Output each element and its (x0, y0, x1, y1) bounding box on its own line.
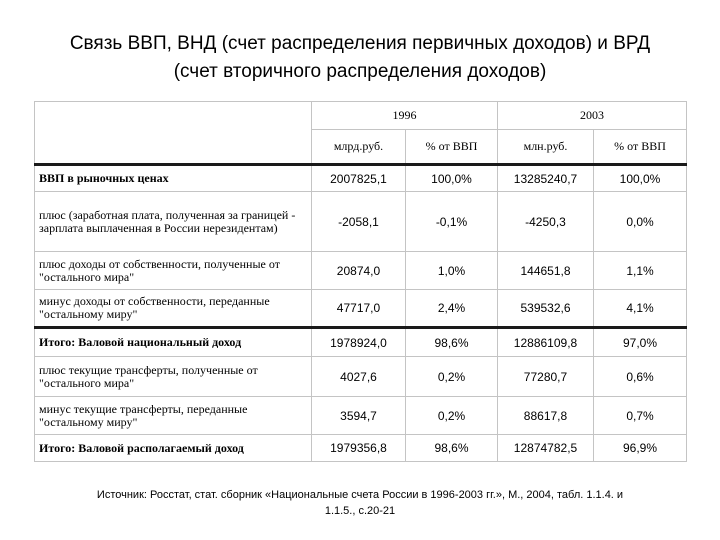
row-label: плюс доходы от собственности, полученные от "остального мира" (35, 252, 312, 290)
value-1996: 3594,7 (312, 397, 406, 435)
table-row-property-income-paid (35, 290, 687, 328)
year-2003-header: 2003 (498, 102, 687, 130)
row-label: минус текущие трансферты, переданные "остальному миру" (35, 397, 312, 435)
value-1996: 1979356,8 (312, 435, 406, 462)
value-2003: 88617,8 (498, 397, 594, 435)
pct-2003: 4,1% (594, 290, 687, 328)
header-empty-cell (35, 102, 312, 165)
table-row-gdi-total (35, 435, 687, 462)
value-2003: 13285240,7 (498, 165, 594, 192)
row-label: минус доходы от собственности, переданные "остальному миру" (35, 290, 312, 328)
source-line-2: 1.1.5., с.20-21 (324, 505, 396, 517)
value-2003: -4250,3 (498, 192, 594, 252)
unit-2003-header: млн.руб. (498, 130, 594, 165)
pct-2003: 0,6% (594, 357, 687, 397)
pct-1996: 98,6% (406, 435, 498, 462)
year-1996-header: 1996 (312, 102, 498, 130)
table-row-gdp (35, 165, 687, 192)
pct-2003: 0,0% (594, 192, 687, 252)
pct-1996: 0,2% (406, 357, 498, 397)
unit-1996-header: млрд.руб. (312, 130, 406, 165)
value-2003: 539532,6 (498, 290, 594, 328)
value-1996: 4027,6 (312, 357, 406, 397)
pct-2003: 0,7% (594, 397, 687, 435)
slide-title (0, 30, 720, 86)
pct-1996-header: % от ВВП (406, 130, 498, 165)
title-line-1: Связь ВВП, ВНД (счет распределения первичных доходов) и ВРД (69, 33, 651, 54)
row-label: Итого: Валовой располагаемый доход (35, 435, 312, 462)
source-note (40, 487, 680, 519)
value-1996: 2007825,1 (312, 165, 406, 192)
table-row-gni-total (35, 328, 687, 357)
pct-1996: 1,0% (406, 252, 498, 290)
row-label: ВВП в рыночных ценах (35, 165, 312, 192)
table-row-wages (35, 192, 687, 252)
pct-2003: 100,0% (594, 165, 687, 192)
table-row-property-income-received (35, 252, 687, 290)
pct-2003: 96,9% (594, 435, 687, 462)
pct-2003-header: % от ВВП (594, 130, 687, 165)
pct-2003: 1,1% (594, 252, 687, 290)
table-row-transfers-received (35, 357, 687, 397)
value-2003: 12874782,5 (498, 435, 594, 462)
value-1996: -2058,1 (312, 192, 406, 252)
income-table (34, 101, 687, 462)
pct-1996: 2,4% (406, 290, 498, 328)
pct-1996: 0,2% (406, 397, 498, 435)
value-2003: 77280,7 (498, 357, 594, 397)
title-line-2: (счет вторичного распределения доходов) (173, 61, 547, 82)
value-1996: 20874,0 (312, 252, 406, 290)
table-row-transfers-paid (35, 397, 687, 435)
pct-1996: -0,1% (406, 192, 498, 252)
source-line-1: Источник: Росстат, стат. сборник «Национальные счета России в 1996-2003 гг.», М., 2004, табл. 1.1.4. и (96, 489, 624, 501)
value-1996: 47717,0 (312, 290, 406, 328)
row-label: Итого: Валовой национальный доход (35, 328, 312, 357)
value-2003: 144651,8 (498, 252, 594, 290)
pct-1996: 100,0% (406, 165, 498, 192)
pct-2003: 97,0% (594, 328, 687, 357)
row-label: плюс текущие трансферты, полученные от "остального мира" (35, 357, 312, 397)
pct-1996: 98,6% (406, 328, 498, 357)
value-2003: 12886109,8 (498, 328, 594, 357)
value-1996: 1978924,0 (312, 328, 406, 357)
row-label: плюс (заработная плата, полученная за границей - зарплата выплаченная в России нерезидентам) (35, 192, 312, 252)
header-row-years (35, 102, 687, 130)
